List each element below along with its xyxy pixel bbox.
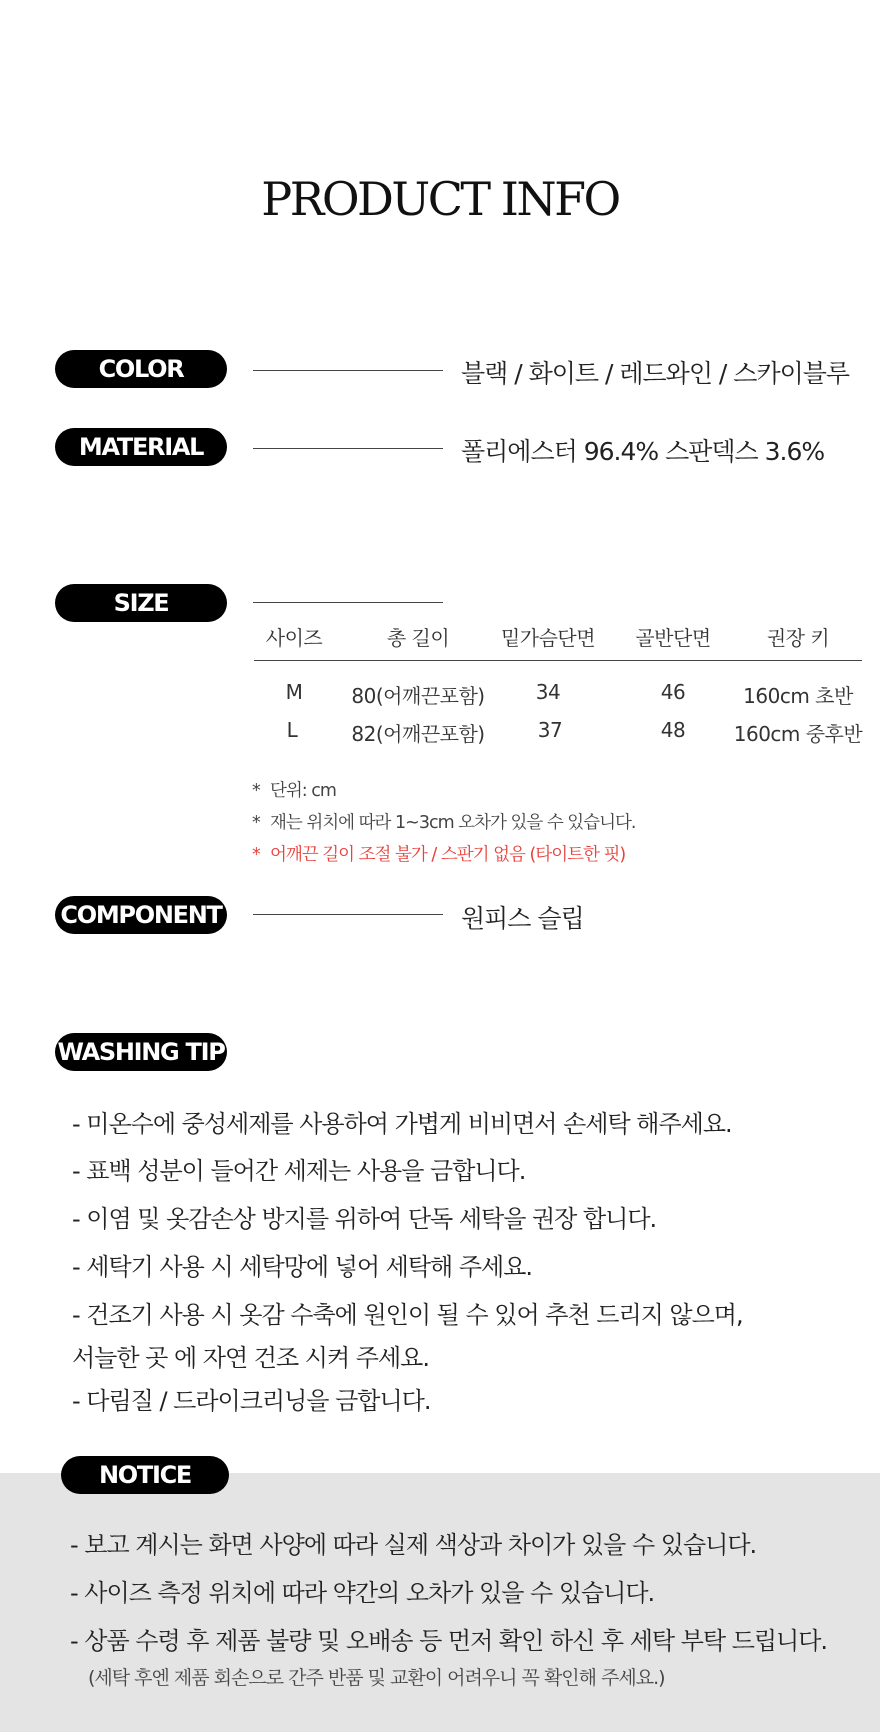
notice-line: - 상품 수령 후 제품 불량 및 오배송 등 먼저 확인 하신 후 세탁 부탁 드립니다. [70,1627,828,1655]
page-title: PRODUCT INFO [261,172,619,226]
component-label-badge: COMPONENT [55,896,227,934]
color-label-badge: COLOR [55,350,227,388]
washing-tip-line: - 이염 및 옷감손상 방지를 위하여 단독 세탁을 권장 합니다. [72,1205,657,1233]
height-cell: 160cm 초반 [743,684,853,708]
underbust-cell: 37 [537,718,563,742]
washing-tip-line: - 건조기 사용 시 옷감 수축에 원인이 될 수 있어 추천 드리지 않으며, [72,1301,743,1329]
length-cell: 82(어깨끈포함) [351,722,485,746]
washing-tip-line: - 세탁기 사용 시 세탁망에 넣어 세탁해 주세요. [72,1253,533,1281]
washing-tip-line: - 다림질 / 드라이크리닝을 금합니다. [72,1387,431,1415]
material-divider [253,448,443,449]
size-cell: M [285,680,303,704]
underbust-cell: 34 [535,680,561,704]
color-divider [253,370,443,371]
size-header-length: 총 길이 [386,626,450,650]
material-value: 폴리에스터 96.4% 스판덱스 3.6% [461,437,825,466]
size-cell: L [286,718,298,742]
size-divider [253,602,443,603]
height-cell: 160cm 중후반 [733,722,863,746]
size-header-size: 사이즈 [265,626,323,650]
size-warning-note: * 어깨끈 길이 조절 불가 / 스판기 없음 (타이트한 핏) [252,845,626,865]
notice-line: - 보고 계시는 화면 사양에 따라 실제 색상과 차이가 있을 수 있습니다. [70,1531,757,1559]
size-table-header-rule [254,660,862,661]
size-header-underbust: 밑가슴단면 [500,626,596,650]
component-divider [253,914,443,915]
color-value: 블랙 / 화이트 / 레드와인 / 스카이블루 [461,359,850,388]
washing-tip-line: 서늘한 곳 에 자연 건조 시켜 주세요. [72,1344,429,1372]
notice-line: - 사이즈 측정 위치에 따라 약간의 오차가 있을 수 있습니다. [70,1579,655,1607]
hip-cell: 48 [660,718,686,742]
component-value: 원피스 슬립 [461,904,584,933]
material-label-badge: MATERIAL [55,428,227,466]
size-label-badge: SIZE [55,584,227,622]
hip-cell: 46 [660,680,686,704]
notice-badge: NOTICE [61,1456,229,1494]
washing-tip-line: - 미온수에 중성세제를 사용하여 가볍게 비비면서 손세탁 해주세요. [72,1110,732,1138]
length-cell: 80(어깨끈포함) [351,684,485,708]
washing-tip-badge: WASHING TIP [55,1033,227,1071]
size-header-hip: 골반단면 [635,626,711,650]
size-note: * 단위: cm [252,781,336,801]
size-note: * 재는 위치에 따라 1~3cm 오차가 있을 수 있습니다. [252,813,636,833]
washing-tip-line: - 표백 성분이 들어간 세제는 사용을 금합니다. [72,1157,526,1185]
notice-subline: (세탁 후엔 제품 회손으로 간주 반품 및 교환이 어려우니 꼭 확인해 주세요.) [88,1667,665,1689]
size-header-height: 권장 키 [766,626,830,650]
